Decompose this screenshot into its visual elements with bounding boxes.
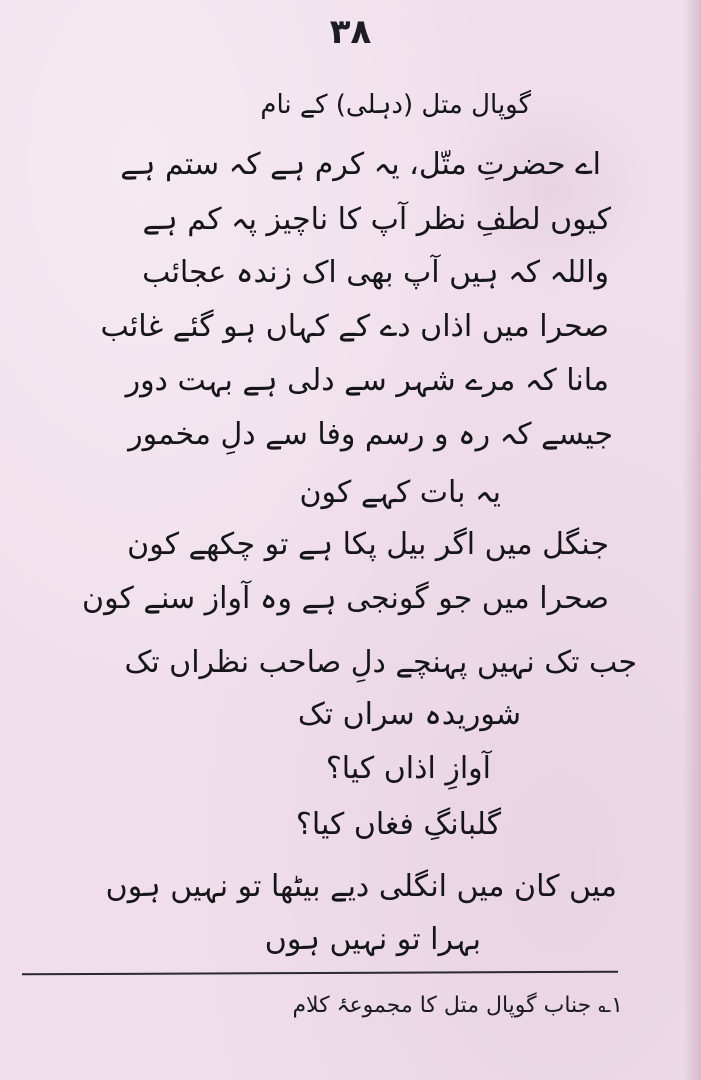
poem-line: جنگل میں اگر بیل پکا ہے تو چکھے کون <box>127 527 609 562</box>
poem-heading: گوپال متل (دہلی) کے نام <box>260 90 531 120</box>
poem-line: مانا کہ مرے شہر سے دلی ہے بہت دور <box>125 363 609 398</box>
poem-line: صحرا میں اذاں دے کے کہاں ہو گئے غائب <box>100 309 609 344</box>
poem-line: اے حضرتِ متّل، یہ کرم ہے کہ ستم ہے <box>120 147 601 182</box>
poem-line: گلبانگِ فغاں کیا؟ <box>295 807 501 842</box>
poem-line: صحرا میں جو گونجی ہے وہ آواز سنے کون <box>82 581 609 616</box>
poem-line: میں کان میں انگلی دیے بیٹھا تو نہیں ہوں <box>105 869 617 904</box>
poem-line: شوریدہ سراں تک <box>297 697 521 732</box>
poem-line: جیسے کہ رہ و رسم وفا سے دلِ مخمور <box>128 417 613 452</box>
footnote: ۱؎ جناب گوپال متل کا مجموعۂ کلام <box>292 993 623 1018</box>
poem-line: واللہ کہ ہیں آپ بھی اک زندہ عجائب <box>142 255 609 290</box>
page-number: ۳۸ <box>329 12 372 52</box>
poem-line: جب تک نہیں پہنچے دلِ صاحب نظراں تک <box>124 645 637 680</box>
poem-line: یہ بات کہے کون <box>299 475 501 510</box>
poem-line: آوازِ اذاں کیا؟ <box>325 751 491 786</box>
poem-line: کیوں لطفِ نظر آپ کا ناچیز پہ کم ہے <box>142 202 611 237</box>
poem-line: بہرا تو نہیں ہوں <box>264 922 481 957</box>
